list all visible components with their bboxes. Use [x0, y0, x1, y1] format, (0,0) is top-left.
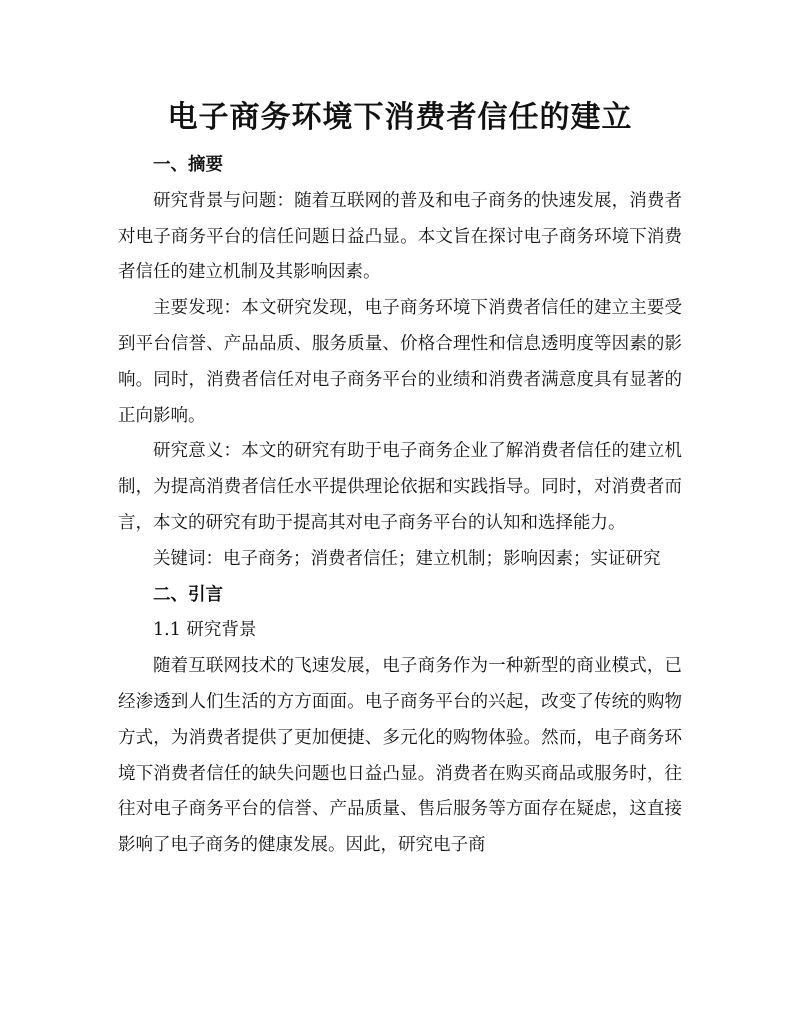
document-body: [118, 148, 682, 864]
abstract-significance-paragraph: 研究意义：本文的研究有助于电子商务企业了解消费者信任的建立机制，为提高消费者信任水平提供理论依据和实践指导。同时，对消费者而言，本文的研究有助于提高其对电子商务平台的认知和选择能力。: [118, 441, 682, 533]
abstract-findings-paragraph: 主要发现：本文研究发现，电子商务环境下消费者信任的建立主要受到平台信誉、产品品质、服务质量、价格合理性和信息透明度等因素的影响。同时，消费者信任对电子商务平台的业绩和消费者满意度具有显著的正向影响。: [118, 298, 682, 426]
abstract-background-paragraph: 研究背景与问题：随着互联网的普及和电子商务的快速发展，消费者对电子商务平台的信任问题日益凸显。本文旨在探讨电子商务环境下消费者信任的建立机制及其影响因素。: [118, 190, 682, 283]
background-paragraph: 随着互联网技术的飞速发展，电子商务作为一种新型的商业模式，已经渗透到人们生活的方方面面。电子商务平台的兴起，改变了传统的购物方式，为消费者提供了更加便捷、多元化的购物体验。然而，电子商务环境下消费者信任的缺失问题也日益凸显。消费者在购买商品或服务时，往往对电子商务平台的信誉、产品质量、售后服务等方面存在疑虑，这直接影响了电子商务的健康发展。因此，研究电子商: [118, 656, 682, 856]
intro-heading: 二、引言: [153, 584, 223, 605]
keywords-paragraph: 关键词：电子商务；消费者信任；建立机制；影响因素；实证研究: [153, 548, 661, 569]
abstract-heading: 一、摘要: [153, 155, 223, 175]
section-1-1-heading: 1.1 研究背景: [153, 620, 257, 641]
document-title: 电子商务环境下消费者信任的建立: [167, 100, 633, 135]
